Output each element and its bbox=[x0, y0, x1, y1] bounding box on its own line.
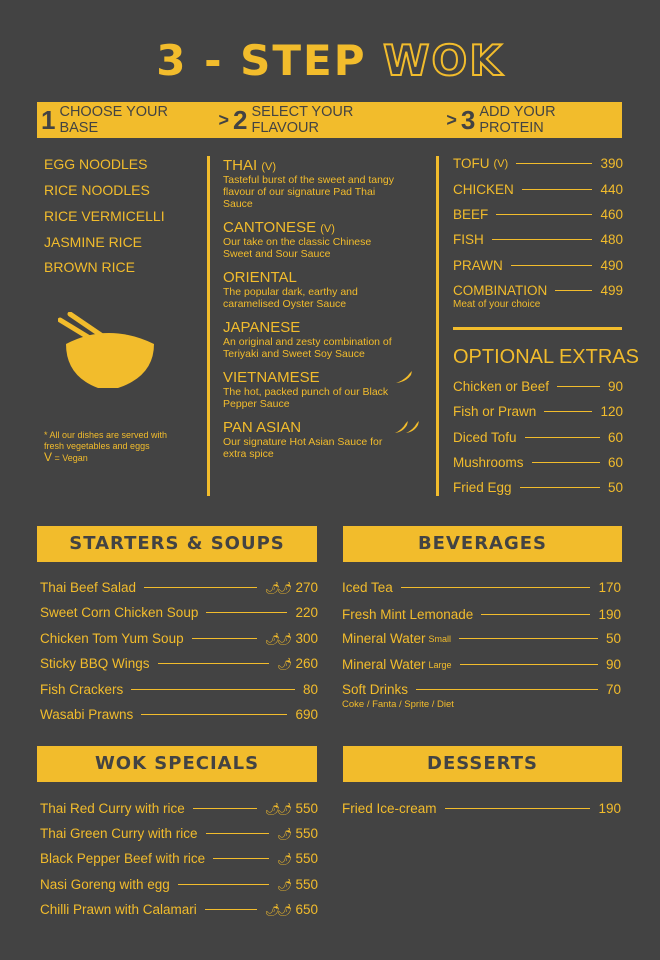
chili-pepper-icon: 🌶 bbox=[277, 826, 290, 841]
served-note: * All our dishes are served with fresh vegetables and eggs bbox=[44, 430, 168, 451]
extras-divider bbox=[453, 327, 622, 330]
title-part1: 3 - STEP bbox=[156, 36, 384, 85]
flavour-desc: The hot, packed punch of our Black Pepper Sauce bbox=[223, 386, 389, 410]
starter-row: Thai Beef Salad 🌶🌶 270 bbox=[40, 580, 318, 595]
wok-special-row: Thai Green Curry with rice 🌶 550 bbox=[40, 826, 318, 841]
chili-pepper-icon: 🌶 bbox=[277, 851, 290, 866]
step-3 bbox=[461, 104, 622, 136]
flavour-name: PAN ASIAN bbox=[223, 419, 302, 436]
flavour-desc: Our signature Hot Asian Sauce for extra spice bbox=[223, 436, 383, 460]
protein-row: FISH 480 bbox=[453, 232, 623, 247]
wok-special-row: Thai Red Curry with rice 🌶🌶 550 bbox=[40, 801, 318, 816]
base-item: EGG NOODLES bbox=[44, 156, 148, 172]
beverages-header: BEVERAGES bbox=[343, 526, 622, 562]
flavour-desc: Our take on the classic Chinese Sweet and Sour Sauce bbox=[223, 236, 372, 260]
flavour-name: CANTONESE (V) bbox=[223, 219, 335, 236]
chili-pepper-icon: 🌶 bbox=[277, 656, 290, 671]
wok-specials-header: WOK SPECIALS bbox=[37, 746, 317, 782]
protein-row: BEEF 460 bbox=[453, 207, 623, 222]
flavour-desc: An original and zesty combination of Teriyaki and Sweet Soy Sauce bbox=[223, 336, 392, 360]
wok-special-row: Black Pepper Beef with rice 🌶 550 bbox=[40, 851, 318, 866]
step-bar bbox=[37, 102, 622, 138]
flavour-name: VIETNAMESE bbox=[223, 369, 320, 386]
step-3-number: 3 bbox=[460, 104, 476, 135]
beverage-row: Mineral Water Large 90 bbox=[342, 657, 621, 672]
bowl-with-chopsticks-icon bbox=[58, 312, 158, 392]
extra-row: Fish or Prawn 120 bbox=[453, 404, 623, 419]
chili-pepper-icon: 🌶🌶 bbox=[265, 631, 290, 646]
protein-sub: Meat of your choice bbox=[453, 299, 541, 310]
step-arrow-2: > bbox=[446, 109, 457, 130]
vegan-symbol: V bbox=[44, 450, 53, 464]
flavour-desc: The popular dark, earthy and caramelised Oyster Sauce bbox=[223, 286, 358, 310]
step-arrow-1: > bbox=[218, 109, 230, 130]
beverage-row: Fresh Mint Lemonade 190 bbox=[342, 607, 621, 622]
flavour-desc: Tasteful burst of the sweet and tangy flavour of our signature Pad Thai Sauce bbox=[223, 174, 395, 210]
extra-row: Fried Egg 50 bbox=[453, 480, 623, 495]
starter-row: Chicken Tom Yum Soup 🌶🌶 300 bbox=[40, 631, 318, 646]
chili-pepper-icon: 🌶 bbox=[277, 877, 290, 892]
base-item: RICE VERMICELLI bbox=[44, 208, 165, 224]
dessert-row: Fried Ice-cream 190 bbox=[342, 801, 621, 816]
chili-pepper-icon bbox=[394, 420, 422, 434]
starter-row: Sweet Corn Chicken Soup 220 bbox=[40, 605, 318, 620]
step-2 bbox=[233, 104, 422, 136]
chili-pepper-icon bbox=[395, 370, 413, 384]
flavour-name: THAI (V) bbox=[223, 157, 277, 174]
starter-row: Wasabi Prawns 690 bbox=[40, 707, 318, 722]
vegan-note-text: = Vegan bbox=[54, 453, 88, 463]
menu-title bbox=[0, 36, 660, 85]
beverage-row: Soft Drinks 70 bbox=[342, 682, 621, 697]
extra-row: Diced Tofu 60 bbox=[453, 430, 623, 445]
flavour-name: JAPANESE bbox=[223, 319, 301, 336]
beverage-row: Iced Tea 170 bbox=[342, 580, 621, 595]
chili-pepper-icon: 🌶🌶 bbox=[265, 902, 290, 917]
chili-pepper-icon: 🌶🌶 bbox=[265, 801, 290, 816]
protein-row: TOFU (V) 390 bbox=[453, 156, 623, 171]
desserts-header: DESSERTS bbox=[343, 746, 622, 782]
base-item: BROWN RICE bbox=[44, 259, 135, 275]
base-item: JASMINE RICE bbox=[44, 234, 143, 250]
protein-row: COMBINATION 499 bbox=[453, 283, 623, 298]
extras-title: OPTIONAL EXTRAS bbox=[453, 346, 639, 368]
soft-drinks-sub: Coke / Fanta / Sprite / Diet bbox=[342, 699, 454, 710]
protein-row: PRAWN 490 bbox=[453, 258, 623, 273]
divider-left bbox=[207, 156, 210, 496]
extra-row: Mushrooms 60 bbox=[453, 455, 623, 470]
beverage-row: Mineral Water Small 50 bbox=[342, 631, 621, 646]
flavour-name: ORIENTAL bbox=[223, 269, 297, 286]
step-3-label: ADD YOUR PROTEIN bbox=[479, 104, 556, 136]
wok-special-row: Chilli Prawn with Calamari 🌶🌶 650 bbox=[40, 902, 318, 917]
step-2-number: 2 bbox=[233, 104, 248, 135]
chili-pepper-icon: 🌶🌶 bbox=[265, 580, 290, 595]
step-1-number: 1 bbox=[41, 104, 56, 135]
vegan-note bbox=[44, 452, 88, 464]
starter-row: Sticky BBQ Wings 🌶 260 bbox=[40, 656, 318, 671]
starter-row: Fish Crackers 80 bbox=[40, 682, 318, 697]
step-2-label: SELECT YOUR FLAVOUR bbox=[251, 104, 354, 136]
starters-header: STARTERS & SOUPS bbox=[37, 526, 317, 562]
protein-row: CHICKEN 440 bbox=[453, 182, 623, 197]
divider-right bbox=[436, 156, 439, 496]
extra-row: Chicken or Beef 90 bbox=[453, 379, 623, 394]
step-1 bbox=[41, 104, 209, 136]
base-item: RICE NOODLES bbox=[44, 182, 150, 198]
wok-special-row: Nasi Goreng with egg 🌶 550 bbox=[40, 877, 318, 892]
step-1-label: CHOOSE YOUR BASE bbox=[59, 104, 168, 136]
title-part2: WOK bbox=[383, 36, 504, 85]
